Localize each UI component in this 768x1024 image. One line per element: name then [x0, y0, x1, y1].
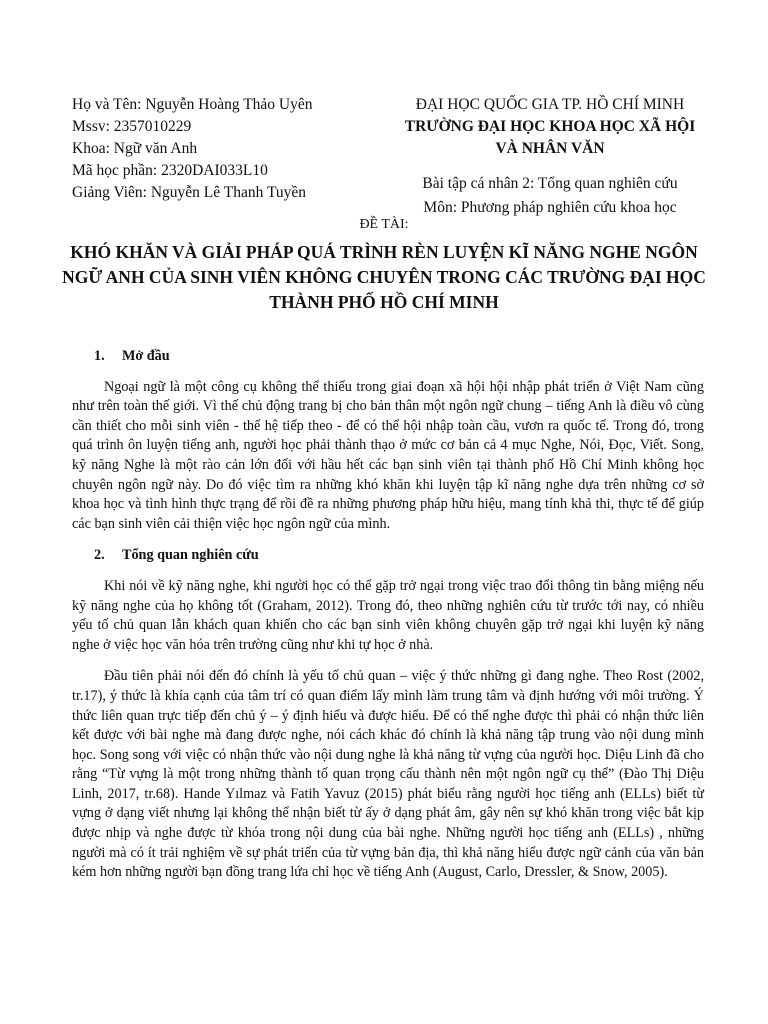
section-title: Mở đầu: [122, 348, 170, 364]
lecturer: Giảng Viên: Nguyễn Lê Thanh Tuyền: [72, 184, 306, 201]
university-name: ĐẠI HỌC QUỐC GIA TP. HỒ CHÍ MINH: [415, 96, 685, 113]
section-title: Tổng quan nghiên cứu: [122, 547, 259, 564]
review-paragraph: Khi nói về kỹ năng nghe, khi người học có thể gặp trở ngại trong việc trao đổi thông tin bằng miệng nếu kỹ năng nghe của họ không tốt (Graham, 2012). Trong đó, theo những nghiên cứu từ trước tới nay, có nhiều yếu tố chủ quan lẫn khách quan khiến cho các bạn sinh viên không chuyên gặp trở ngại khi luyện kỹ năng nghe ở việc học văn hóa trên trường cũng như khi tự học ở nhà.: [72, 577, 704, 653]
intro-paragraph: Ngoại ngữ là một công cụ không thể thiếu trong giai đoạn xã hội hội nhập phát triển ở Việt Nam cũng như trên toàn thế giới. Vì thế chủ động trang bị cho bản thân một ngôn ngữ chung – tiếng Anh là điều vô cùng cần thiết cho mỗi sinh viên - thế hệ tiếp theo - để có thể hội nhập toàn cầu, vươn ra quốc tế. Trong đó, trong quá trình ôn luyện tiếng anh, người học phải thành thạo ở mức cơ bản cả 4 mục Nghe, Nói, Đọc, Viết. Song, kỹ năng Nghe là một rào cản lớn đối với hầu hết các bạn sinh viên tại thành phố Hồ Chí Minh không học chuyên ngôn ngữ này. Do đó việc tìm ra những khó khăn khi luyện tập kĩ năng nghe dựa trên những cơ sở khoa học và tình hình thực trạng để rồi đề ra những phương pháp hữu hiệu, mang tính khả thi, thực tế để giúp các bạn sinh viên cải thiện việc học ngôn ngữ của mình.: [72, 378, 704, 532]
assignment-info: [380, 172, 720, 220]
assignment-title: Bài tập cá nhân 2: Tổng quan nghiên cứu: [422, 175, 678, 192]
student-name: Họ và Tên: Nguyễn Hoàng Thảo Uyên: [72, 96, 313, 113]
faculty: Khoa: Ngữ văn Anh: [72, 140, 198, 157]
subject-name: Môn: Phương pháp nghiên cứu khoa học: [423, 199, 677, 216]
institution-block: [380, 94, 720, 220]
topic-label: ĐỀ TÀI:: [359, 217, 409, 232]
section-heading-literature-review: [94, 546, 704, 566]
section-number: 1.: [94, 348, 105, 364]
section-number: 2.: [94, 547, 105, 564]
course-code: Mã học phần: 2320DAI033L10: [72, 162, 268, 179]
topic-title: KHÓ KHĂN VÀ GIẢI PHÁP QUÁ TRÌNH RÈN LUYỆN KĨ NĂNG NGHE NGÔN NGỮ ANH CỦA SINH VIÊN KHÔNG CHUYÊN TRONG CÁC TRƯỜNG ĐẠI HỌC THÀNH PHỐ HỒ CHÍ MINH: [62, 242, 706, 312]
document-body: [72, 347, 704, 895]
school-name: TRƯỜNG ĐẠI HỌC KHOA HỌC XÃ HỘI VÀ NHÂN VĂN: [404, 118, 696, 157]
topic-block: [60, 216, 708, 315]
section-heading-intro: [94, 347, 704, 367]
review-paragraph: Đầu tiên phải nói đến đó chính là yếu tố chủ quan – việc ý thức những gì đang nghe. Theo Rost (2002, tr.17), ý thức là khía cạnh của tâm trí có quan điểm lấy mình làm trung tâm và định hướng với môi trường. Ý thức liên quan trực tiếp đến chủ ý – ý định hiểu và được hiểu. Để có thể nghe được thì phải có nhận thức liên kết được với bài nghe mà đang được nghe, nói cách khác đó chính là khả năng tập trung vào nội dung mình học. Song song với việc có nhận thức vào nội dung nghe là khả năng từ vựng của người học. Diệu Linh đã cho rằng “Từ vựng là một trong những thành tố quan trọng cấu thành nên một ngôn ngữ cụ thể” (Đào Thị Diệu Linh, 2017, tr.68). Hande Yılmaz và Fatih Yavuz (2015) phát biểu rằng người học tiếng anh (ELLs) biết từ vựng ở dạng viết nhưng lại không thể nhận biết từ ấy ở dạng phát âm, gây nên sự khó khăn trong việc bắt kịp được nhịp và nghe được từ khóa trong nội dung của bài nghe. Những người học tiếng anh (ELLs) , những người mà có ít trải nghiệm về sự phát triển của từ vựng bản địa, thì khả năng hiểu được ngữ cảnh của văn bản kém hơn những người bạn đồng trang lứa chỉ học về tiếng Anh (August, Carlo, Dressler, & Snow, 2005).: [72, 668, 704, 881]
student-id: Mssv: 2357010229: [72, 118, 192, 135]
student-info-block: [72, 94, 372, 204]
